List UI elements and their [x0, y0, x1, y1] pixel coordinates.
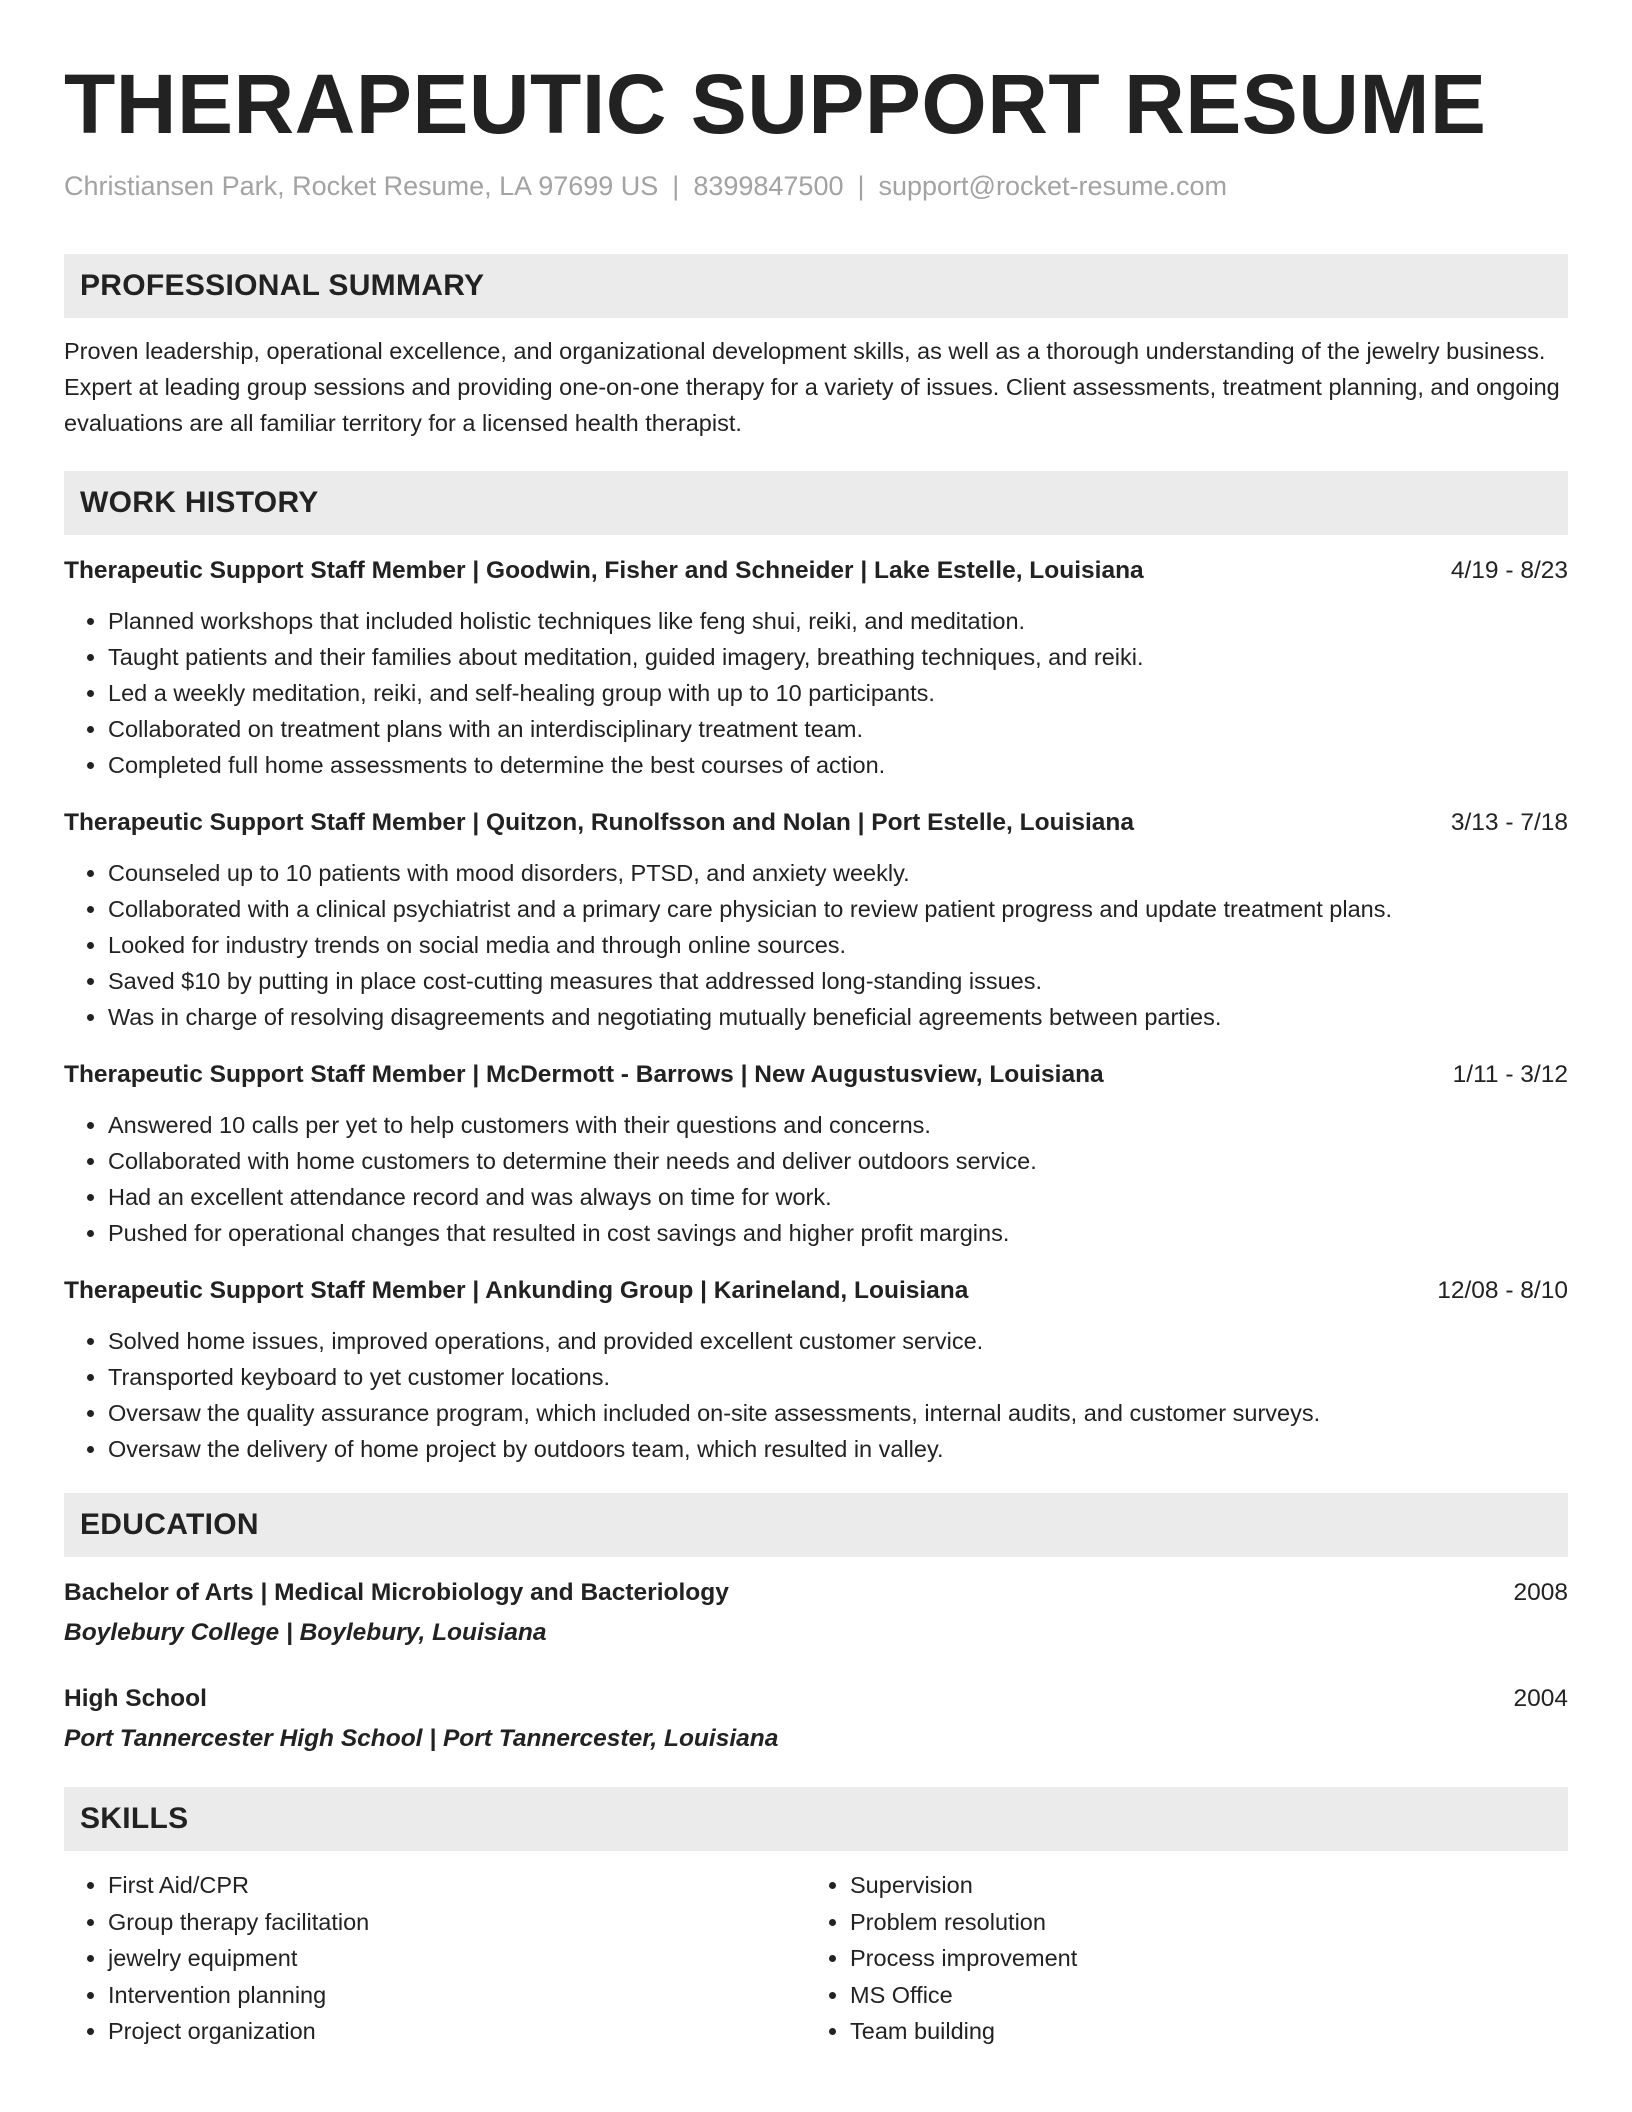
skill-item: • MS Office: [850, 1977, 1548, 2014]
education-degree: Bachelor of Arts | Medical Microbiology and Bacteriology: [64, 1579, 729, 1606]
job-bullet: • Led a weekly meditation, reiki, and self-healing group with up to 10 participants.: [108, 675, 1568, 711]
job-dates: 12/08 - 8/10: [1437, 1277, 1568, 1304]
work-history-section-header: WORK HISTORY: [64, 471, 1568, 535]
education-degree: High School: [64, 1685, 207, 1712]
contact-separator: |: [857, 171, 865, 201]
job-bullet: • Oversaw the delivery of home project by outdoors team, which resulted in valley.: [108, 1431, 1568, 1467]
job-dates: 4/19 - 8/23: [1450, 557, 1568, 584]
skills-column-left: [64, 1867, 806, 2050]
job-dates: 3/13 - 7/18: [1450, 809, 1568, 836]
job-header: [64, 1273, 1568, 1309]
contact-email: support@rocket-resume.com: [878, 171, 1228, 201]
education-entry: [64, 1575, 1568, 1651]
summary-text: Proven leadership, operational excellence, and organizational development skills, as well as a thorough understanding of the jewelry business. Expert at leading group sessions and providing one-on-one therapy for a variety of issues. Client assessments, treatment planning, and ongoing evaluations are all familiar territory for a licensed health therapist.: [64, 338, 1560, 436]
job-title: Therapeutic Support Staff Member | Quitzon, Runolfsson and Nolan | Port Estelle, Louisiana: [64, 809, 1135, 836]
education-year: 2008: [1513, 1579, 1568, 1606]
education-section-header: EDUCATION: [64, 1493, 1568, 1557]
contact-line: [64, 170, 1568, 202]
job-bullet: • Looked for industry trends on social media and through online sources.: [108, 927, 1568, 963]
job-bullet: • Oversaw the quality assurance program, which included on-site assessments, internal audits, and customer surveys.: [108, 1395, 1568, 1431]
skill-item: • Project organization: [108, 2013, 806, 2050]
job-bullets: [64, 1323, 1568, 1467]
resume-title: THERAPEUTIC SUPPORT RESUME: [64, 57, 1487, 151]
education-header: [64, 1575, 1568, 1611]
education-entry: [64, 1681, 1568, 1757]
skills-column-right: [806, 1867, 1548, 2050]
education-header: [64, 1681, 1568, 1717]
skills-list: [64, 1867, 1568, 2050]
job-bullet: • Transported keyboard to yet customer locations.: [108, 1359, 1568, 1395]
skill-item: • Process improvement: [850, 1940, 1548, 1977]
job-entry: [64, 553, 1568, 783]
job-bullets: [64, 1107, 1568, 1251]
job-bullet: • Collaborated with home customers to determine their needs and deliver outdoors service.: [108, 1143, 1568, 1179]
job-entry: [64, 1273, 1568, 1467]
job-title: Therapeutic Support Staff Member | Goodwin, Fisher and Schneider | Lake Estelle, Louisiana: [64, 557, 1144, 584]
job-bullet: • Taught patients and their families about meditation, guided imagery, breathing techniques, and reiki.: [108, 639, 1568, 675]
education-school: Boylebury College | Boylebury, Louisiana: [64, 1619, 547, 1646]
job-bullet: • Counseled up to 10 patients with mood disorders, PTSD, and anxiety weekly.: [108, 855, 1568, 891]
job-entry: [64, 805, 1568, 1035]
job-bullet: • Had an excellent attendance record and was always on time for work.: [108, 1179, 1568, 1215]
job-header: [64, 553, 1568, 589]
job-title: Therapeutic Support Staff Member | Ankunding Group | Karineland, Louisiana: [64, 1277, 969, 1304]
job-bullets: [64, 603, 1568, 783]
job-entry: [64, 1057, 1568, 1251]
education-school: Port Tannercester High School | Port Tannercester, Louisiana: [64, 1725, 779, 1752]
summary-section-header: PROFESSIONAL SUMMARY: [64, 254, 1568, 318]
job-bullets: [64, 855, 1568, 1035]
skill-item: • Team building: [850, 2013, 1548, 2050]
contact-separator: |: [672, 171, 680, 201]
skill-item: • Intervention planning: [108, 1977, 806, 2014]
education-year: 2004: [1513, 1685, 1568, 1712]
skill-item: • jewelry equipment: [108, 1940, 806, 1977]
skill-item: • Problem resolution: [850, 1904, 1548, 1941]
skill-item: • First Aid/CPR: [108, 1867, 806, 1904]
skill-item: • Supervision: [850, 1867, 1548, 1904]
skill-item: • Group therapy facilitation: [108, 1904, 806, 1941]
job-header: [64, 1057, 1568, 1093]
job-bullet: • Completed full home assessments to determine the best courses of action.: [108, 747, 1568, 783]
contact-phone: 8399847500: [693, 171, 844, 201]
job-bullet: • Solved home issues, improved operations, and provided excellent customer service.: [108, 1323, 1568, 1359]
job-header: [64, 805, 1568, 841]
job-bullet: • Saved $10 by putting in place cost-cutting measures that addressed long-standing issues.: [108, 963, 1568, 999]
job-bullet: • Collaborated with a clinical psychiatrist and a primary care physician to review patient progress and update treatment plans.: [108, 891, 1568, 927]
job-bullet: • Collaborated on treatment plans with an interdisciplinary treatment team.: [108, 711, 1568, 747]
contact-address: Christiansen Park, Rocket Resume, LA 97699 US: [64, 171, 659, 201]
job-dates: 1/11 - 3/12: [1452, 1061, 1568, 1088]
job-bullet: • Pushed for operational changes that resulted in cost savings and higher profit margins.: [108, 1215, 1568, 1251]
job-bullet: • Was in charge of resolving disagreements and negotiating mutually beneficial agreements between parties.: [108, 999, 1568, 1035]
job-title: Therapeutic Support Staff Member | McDermott - Barrows | New Augustusview, Louisiana: [64, 1061, 1104, 1088]
job-bullet: • Answered 10 calls per yet to help customers with their questions and concerns.: [108, 1107, 1568, 1143]
job-bullet: • Planned workshops that included holistic techniques like feng shui, reiki, and meditation.: [108, 603, 1568, 639]
skills-section-header: SKILLS: [64, 1787, 1568, 1851]
